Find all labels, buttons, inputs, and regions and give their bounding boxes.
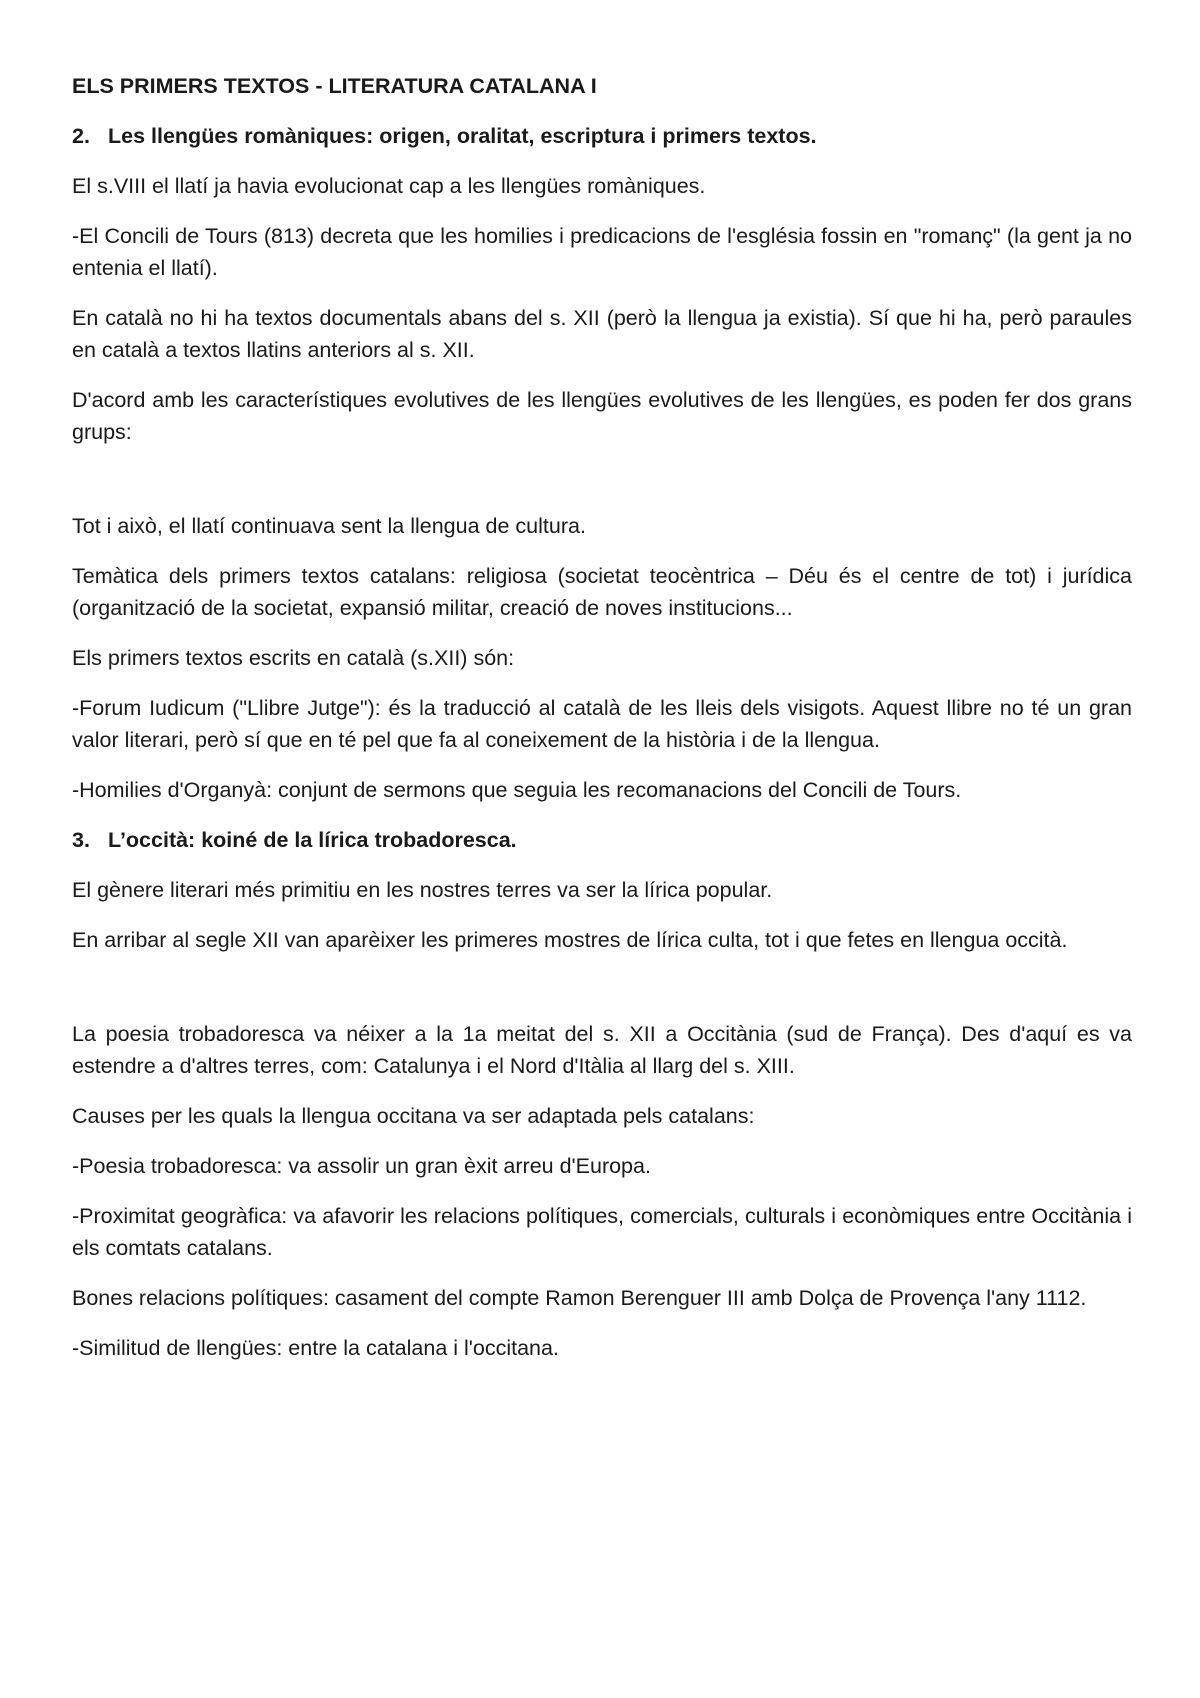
- paragraph: El gènere literari més primitiu en les nostres terres va ser la lírica popular.: [72, 878, 773, 902]
- paragraph: -Proximitat geogràfica: va afavorir les relacions polítiques, comercials, culturals i econòmiques entre Occitània i els comtats catalans.: [72, 1204, 1132, 1260]
- document-page: [72, 70, 1132, 1382]
- section-3-heading: [72, 824, 1132, 856]
- paragraph: En arribar al segle XII van aparèixer les primeres mostres de lírica culta, tot i que fetes en llengua occità.: [72, 928, 1068, 952]
- blank-space: [72, 466, 1132, 510]
- paragraph: Causes per les quals la llengua occitana va ser adaptada pels catalans:: [72, 1104, 755, 1128]
- section-2-heading: [72, 120, 1132, 152]
- paragraph: -El Concili de Tours (813) decreta que les homilies i predicacions de l'església fossin en "romanç" (la gent ja no entenia el llatí).: [72, 224, 1132, 280]
- paragraph: D'acord amb les característiques evolutives de les llengües evolutives de les llengües, es poden fer dos grans grups:: [72, 388, 1132, 444]
- paragraph: -Poesia trobadoresca: va assolir un gran èxit arreu d'Europa.: [72, 1154, 651, 1178]
- paragraph: En català no hi ha textos documentals abans del s. XII (però la llengua ja existia). Sí que hi ha, però paraules en català a textos llatins anteriors al s. XII.: [72, 306, 1132, 362]
- paragraph: Tot i això, el llatí continuava sent la llengua de cultura.: [72, 514, 586, 538]
- paragraph: -Forum Iudicum ("Llibre Jutge"): és la traducció al català de les lleis dels visigots. Aquest llibre no té un gran valor literari, però sí que en té pel que fa al coneixement de la història i de la llengua.: [72, 696, 1132, 752]
- document-title: ELS PRIMERS TEXTOS - LITERATURA CATALANA I: [72, 74, 597, 98]
- paragraph: -Homilies d'Organyà: conjunt de sermons que seguia les recomanacions del Concili de Tours.: [72, 778, 962, 802]
- paragraph: Temàtica dels primers textos catalans: religiosa (societat teocèntrica – Déu és el centre de tot) i jurídica (organització de la societat, expansió militar, creació de noves institucions...: [72, 564, 1132, 620]
- paragraph: Bones relacions polítiques: casament del compte Ramon Berenguer III amb Dolça de Provença l'any 1112.: [72, 1286, 1087, 1310]
- section-3-number: 3.: [72, 828, 90, 852]
- section-3-heading-text: L’occità: koiné de la lírica trobadoresca.: [108, 828, 517, 852]
- paragraph: El s.VIII el llatí ja havia evolucionat cap a les llengües romàniques.: [72, 174, 706, 198]
- section-2-heading-text: Les llengües romàniques: origen, oralitat, escriptura i primers textos.: [108, 124, 817, 148]
- paragraph: Els primers textos escrits en català (s.XII) són:: [72, 646, 515, 670]
- blank-space: [72, 974, 1132, 1018]
- section-2-number: 2.: [72, 124, 90, 148]
- paragraph: La poesia trobadoresca va néixer a la 1a meitat del s. XII a Occitània (sud de França). Des d'aquí es va estendre a d'altres terres, com: Catalunya i el Nord d'Itàlia al llarg del s. XIII.: [72, 1022, 1132, 1078]
- paragraph: -Similitud de llengües: entre la catalana i l'occitana.: [72, 1336, 559, 1360]
